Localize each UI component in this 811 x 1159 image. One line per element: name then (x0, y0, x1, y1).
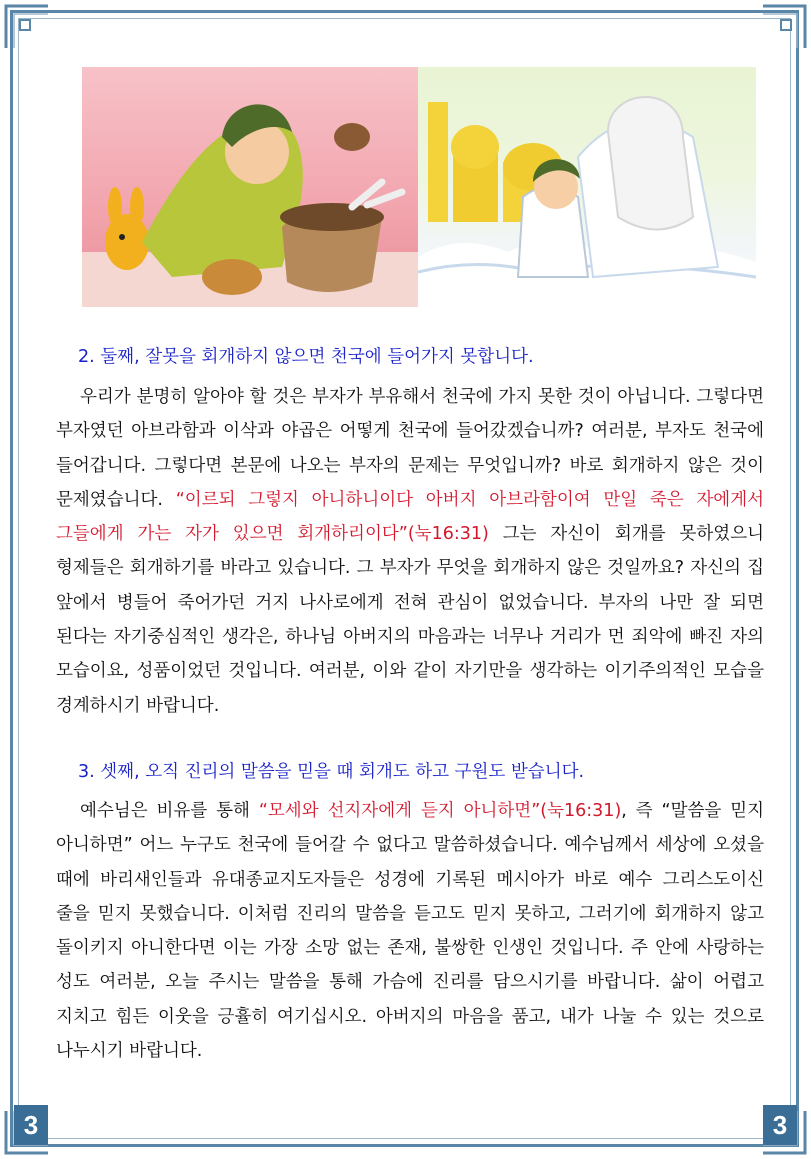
illustration (82, 67, 756, 307)
section-3-text-b: , 즉 “말씀을 믿지 아니하면” 어느 누구도 천국에 들어갈 수 없다고 말씀하셨습니다. 예수님께서 세상에 오셨을 때에 바리새인들과 유대종교지도자들은 성경에 기록된 메시아가 바로 예수 그리스도이신 줄을 믿지 못했습니다. 이처럼 진리의 말씀을 듣고도 믿지 못하고, 그러기에 회개하지 않고 돌이키지 아니한다면 이는 가장 소망 없는 존재, 불쌍한 인생인 것입니다. 주 안에 사랑하는 성도 여러분, 오늘 주시는 말씀을 통해 가슴에 진리를 담으시기를 바랍니다. 삶이 어렵고 지치고 힘든 이웃을 긍휼히 여기십시오. 아버지의 마음을 품고, 내가 나눌 수 있는 것으로 나누시기 바랍니다. (56, 801, 765, 1062)
section-2-text-a: 우리가 분명히 알아야 할 것은 부자가 부유해서 천국에 가지 못한 것이 아닙니다. 그렇다면 부자였던 아브라함과 이삭과 야곱은 어떻게 천국에 들어갔겠습니까? 여러분, 부자도 천국에 들어갑니다. 그렇다면 본문에 나오는 부자의 문제는 무엇입니까? 바로 회개하지 않은 것이 문제였습니다. (56, 387, 764, 510)
corner-ornament (4, 4, 50, 50)
page-number-right: 3 (763, 1105, 797, 1145)
page-number-left: 3 (14, 1105, 48, 1145)
section-3-text-a: 예수님은 비유를 통해 (80, 801, 259, 821)
section-3-scripture-quote: “모세와 선지자에게 듣지 아니하면”(눅16:31) (258, 801, 622, 821)
section-2-heading: 2. 둘째, 잘못을 회개하지 않으면 천국에 들어가지 못합니다. (78, 347, 534, 367)
section-2-paragraph (56, 380, 764, 723)
section-2-scripture-quote: “이르되 그렇지 아니하니이다 아버지 아브라함이여 만일 죽은 자에게서 그들에게 가는 자가 있으면 회개하리이다”(눅16:31) (56, 489, 765, 545)
prodigal-son-eating-from-pot-illustration (82, 67, 418, 307)
father-embracing-son-heaven-illustration (418, 67, 756, 307)
corner-ornament (761, 4, 807, 50)
section-2-text-b: 그는 자신이 회개를 못하였으니 형제들은 회개하기를 바라고 있습니다. 그 부자가 무엇을 회개하지 않은 것일까요? 자신의 집 앞에서 병들어 죽어가던 거지 나사로에게 전혀 관심이 없었습니다. 부자의 나만 잘 되면 된다는 자기중심적인 생각은, 하나님 아버지의 마음과는 너무나 거리가 먼 죄악에 빠진 자의 모습이요, 성품이었던 것입니다. 여러분, 이와 같이 자기만을 생각하는 이기주의적인 모습을 경계하시기 바랍니다. (56, 524, 764, 716)
section-3-heading: 3. 셋째, 오직 진리의 말씀을 믿을 때 회개도 하고 구원도 받습니다. (78, 762, 585, 782)
section-3-paragraph (56, 794, 764, 1068)
